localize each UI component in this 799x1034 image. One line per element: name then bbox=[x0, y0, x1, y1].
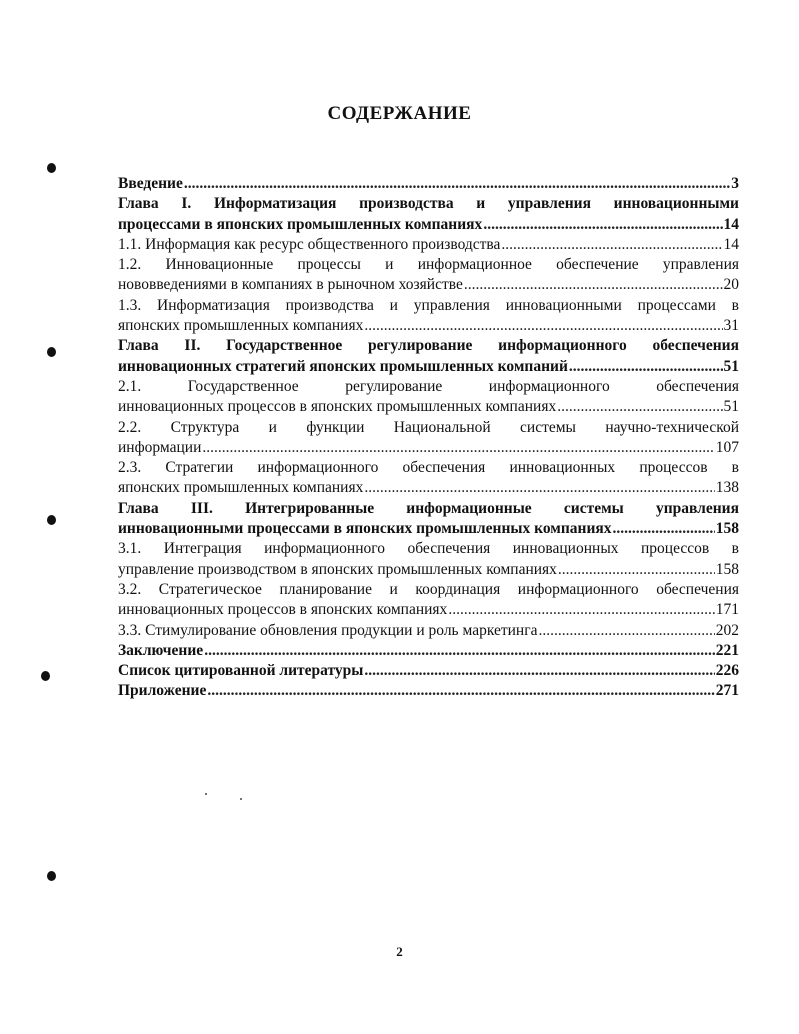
toc-page-number: 51 bbox=[723, 398, 739, 416]
toc-entry-chapter-2[interactable]: Глава II. Государственное регулирование информационного обеспечения bbox=[118, 337, 739, 355]
toc-entry-3-1[interactable]: 3.1. Интеграция информационного обеспечения инновационных процессов в bbox=[118, 540, 739, 558]
toc-page-number: 221 bbox=[715, 641, 739, 659]
toc-entry-1-3[interactable]: 1.3. Информатизация производства и управления инновационными процессами в bbox=[118, 296, 739, 314]
toc-entry-1-1[interactable] bbox=[118, 235, 739, 255]
toc-entry-1-2[interactable]: 1.2. Инновационные процессы и информационное обеспечение управления bbox=[118, 256, 739, 274]
toc-entry-1-3-cont[interactable] bbox=[118, 316, 739, 336]
toc-entry-appendix[interactable] bbox=[118, 681, 739, 701]
toc-entry-1-2-cont[interactable] bbox=[118, 275, 739, 295]
toc-page-number: 3 bbox=[731, 175, 739, 192]
toc-entry-title: инновационных стратегий японских промышленных компаний bbox=[118, 357, 568, 375]
scan-speck bbox=[205, 793, 207, 795]
toc-page-number: 20 bbox=[723, 276, 739, 294]
toc-entry-2-1-cont[interactable] bbox=[118, 397, 739, 417]
toc-entry-title: управление производством в японских промышленных компаниях bbox=[118, 560, 557, 578]
toc-page-number: 51 bbox=[723, 357, 739, 375]
punch-hole-5 bbox=[47, 871, 56, 881]
scan-speck bbox=[240, 798, 242, 800]
leader-dots bbox=[202, 438, 714, 458]
table-of-contents bbox=[118, 174, 739, 702]
leader-dots bbox=[364, 478, 714, 498]
toc-entry-chapter-2-cont[interactable] bbox=[118, 357, 739, 377]
toc-entry-chapter-1-cont[interactable] bbox=[118, 215, 739, 235]
page-title: СОДЕРЖАНИЕ bbox=[327, 103, 472, 124]
toc-page-number: 138 bbox=[715, 479, 739, 497]
toc-entry-2-3[interactable]: 2.3. Стратегии информационного обеспечения инновационных процессов в bbox=[118, 459, 739, 477]
toc-entry-title: 1.1. Информация как ресурс общественного производства bbox=[118, 235, 501, 253]
toc-entry-title: нововведениями в компаниях в рыночном хозяйстве bbox=[118, 276, 463, 294]
toc-entry-references[interactable] bbox=[118, 661, 739, 681]
toc-page-number: 31 bbox=[723, 317, 739, 335]
page-number: 2 bbox=[396, 944, 403, 959]
toc-page-number: 158 bbox=[715, 520, 739, 538]
toc-entry-title: Заключение bbox=[118, 641, 204, 659]
toc-entry-2-2[interactable]: 2.2. Структура и функции Национальной системы научно-технической bbox=[118, 418, 739, 436]
toc-entry-2-3-cont[interactable] bbox=[118, 478, 739, 498]
toc-page-number: 158 bbox=[715, 560, 739, 578]
toc-entry-title: Приложение bbox=[118, 682, 207, 700]
leader-dots bbox=[483, 215, 722, 235]
punch-hole-1 bbox=[47, 163, 56, 173]
leader-dots bbox=[558, 560, 715, 580]
toc-page-number: 202 bbox=[715, 621, 739, 639]
toc-entry-title: инновационными процессами в японских промышленных компаниях bbox=[118, 520, 612, 538]
toc-page-number: 14 bbox=[723, 215, 739, 233]
leader-dots bbox=[364, 661, 714, 681]
leader-dots bbox=[613, 519, 715, 539]
leader-dots bbox=[557, 397, 722, 417]
toc-entry-title: процессами в японских промышленных компаниях bbox=[118, 215, 483, 233]
leader-dots bbox=[184, 174, 730, 194]
punch-hole-4 bbox=[41, 671, 50, 681]
toc-entry-2-2-cont[interactable] bbox=[118, 438, 739, 458]
leader-dots bbox=[204, 641, 715, 661]
leader-dots bbox=[501, 235, 722, 255]
toc-entry-title: инновационных процессов в японских компаниях bbox=[118, 601, 448, 619]
punch-hole-3 bbox=[47, 515, 56, 525]
toc-entry-title: Список цитированной литературы bbox=[118, 662, 364, 680]
leader-dots bbox=[364, 316, 722, 336]
toc-entry-intro[interactable] bbox=[118, 174, 739, 194]
leader-dots bbox=[538, 621, 714, 641]
toc-entry-chapter-3-cont[interactable] bbox=[118, 519, 739, 539]
leader-dots bbox=[464, 275, 723, 295]
toc-page-number: 271 bbox=[715, 682, 739, 700]
leader-dots bbox=[448, 600, 714, 620]
toc-entry-title: 3.3. Стимулирование обновления продукции и роль маркетинга bbox=[118, 621, 538, 639]
toc-entry-3-1-cont[interactable] bbox=[118, 560, 739, 580]
toc-entry-title: японских промышленных компаниях bbox=[118, 479, 364, 497]
toc-entry-2-1[interactable]: 2.1. Государственное регулирование информационного обеспечения bbox=[118, 377, 739, 395]
toc-entry-conclusion[interactable] bbox=[118, 641, 739, 661]
toc-entry-title: японских промышленных компаниях bbox=[118, 317, 364, 335]
toc-entry-title: инновационных процессов в японских промышленных компаниях bbox=[118, 398, 557, 416]
punch-hole-2 bbox=[47, 347, 56, 357]
leader-dots bbox=[207, 681, 714, 701]
toc-entry-title: Введение bbox=[118, 175, 183, 192]
toc-entry-3-2-cont[interactable] bbox=[118, 600, 739, 620]
toc-entry-chapter-1[interactable]: Глава I. Информатизация производства и управления инновационными bbox=[118, 195, 739, 213]
toc-entry-chapter-3[interactable]: Глава III. Интегрированные информационные системы управления bbox=[118, 499, 739, 517]
toc-page-number: 171 bbox=[715, 601, 739, 619]
toc-entry-title: информации bbox=[118, 438, 202, 456]
toc-page-number: 226 bbox=[715, 662, 739, 680]
leader-dots bbox=[569, 357, 723, 377]
toc-entry-3-3[interactable] bbox=[118, 621, 739, 641]
toc-page-number: 107 bbox=[715, 438, 739, 456]
toc-entry-3-2[interactable]: 3.2. Стратегическое планирование и координация информационного обеспечения bbox=[118, 580, 739, 598]
toc-page-number: 14 bbox=[723, 235, 739, 253]
